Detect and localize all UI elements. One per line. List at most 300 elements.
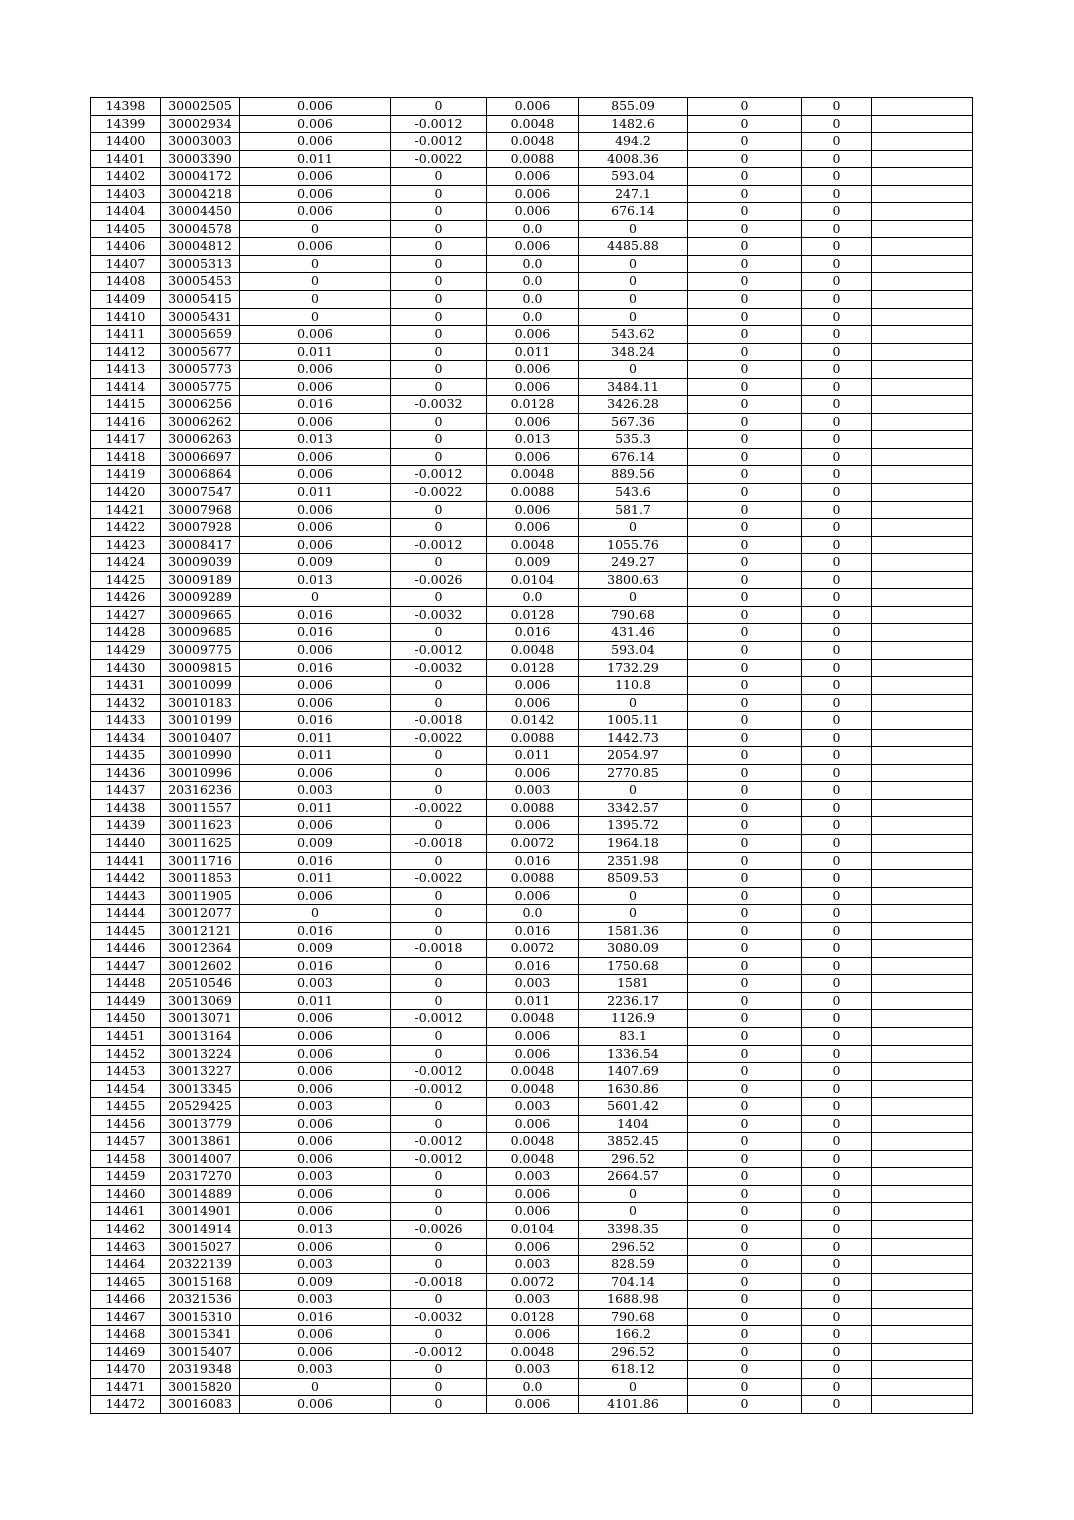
empty-cell <box>872 922 973 940</box>
row-number-cell: 14422 <box>91 519 161 537</box>
adjustment-cell: 0 <box>391 922 487 940</box>
row-number-cell: 14414 <box>91 378 161 396</box>
table-row <box>91 1045 973 1063</box>
table-row <box>91 764 973 782</box>
adjustment-cell: -0.0018 <box>391 940 487 958</box>
col-h-cell: 0 <box>802 396 872 414</box>
empty-cell <box>872 1185 973 1203</box>
col-g-cell: 0 <box>688 834 802 852</box>
table-row <box>91 782 973 800</box>
value-a-cell: 0 <box>240 905 391 923</box>
table-row <box>91 1343 973 1361</box>
value-b-cell: 0.0128 <box>487 396 579 414</box>
col-h-cell: 0 <box>802 466 872 484</box>
amount-cell: 1630.86 <box>579 1080 688 1098</box>
empty-cell <box>872 220 973 238</box>
id-cell: 30013861 <box>161 1133 240 1151</box>
col-g-cell: 0 <box>688 940 802 958</box>
id-cell: 20317270 <box>161 1168 240 1186</box>
value-a-cell: 0 <box>240 308 391 326</box>
col-g-cell: 0 <box>688 1291 802 1309</box>
row-number-cell: 14456 <box>91 1115 161 1133</box>
col-h-cell: 0 <box>802 220 872 238</box>
table-row <box>91 799 973 817</box>
col-h-cell: 0 <box>802 1273 872 1291</box>
value-b-cell: 0.003 <box>487 1361 579 1379</box>
id-cell: 30002934 <box>161 115 240 133</box>
value-a-cell: 0.006 <box>240 1133 391 1151</box>
table-row <box>91 571 973 589</box>
table-row <box>91 396 973 414</box>
amount-cell: 494.2 <box>579 133 688 151</box>
amount-cell: 1964.18 <box>579 834 688 852</box>
col-h-cell: 0 <box>802 852 872 870</box>
value-a-cell: 0.011 <box>240 870 391 888</box>
col-h-cell: 0 <box>802 571 872 589</box>
col-g-cell: 0 <box>688 1185 802 1203</box>
amount-cell: 790.68 <box>579 1308 688 1326</box>
id-cell: 30014901 <box>161 1203 240 1221</box>
adjustment-cell: 0 <box>391 220 487 238</box>
adjustment-cell: 0 <box>391 378 487 396</box>
row-number-cell: 14400 <box>91 133 161 151</box>
row-number-cell: 14407 <box>91 255 161 273</box>
adjustment-cell: -0.0032 <box>391 659 487 677</box>
row-number-cell: 14430 <box>91 659 161 677</box>
amount-cell: 166.2 <box>579 1326 688 1344</box>
value-a-cell: 0.016 <box>240 712 391 730</box>
adjustment-cell: 0 <box>391 448 487 466</box>
value-a-cell: 0.006 <box>240 1150 391 1168</box>
empty-cell <box>872 677 973 695</box>
adjustment-cell: -0.0022 <box>391 484 487 502</box>
empty-cell <box>872 1378 973 1396</box>
col-g-cell: 0 <box>688 1378 802 1396</box>
amount-cell: 581.7 <box>579 501 688 519</box>
col-h-cell: 0 <box>802 238 872 256</box>
value-b-cell: 0.006 <box>487 1238 579 1256</box>
col-g-cell: 0 <box>688 291 802 309</box>
row-number-cell: 14410 <box>91 308 161 326</box>
value-b-cell: 0.0 <box>487 273 579 291</box>
adjustment-cell: 0 <box>391 1326 487 1344</box>
amount-cell: 3852.45 <box>579 1133 688 1151</box>
adjustment-cell: 0 <box>391 168 487 186</box>
amount-cell: 348.24 <box>579 343 688 361</box>
value-b-cell: 0.011 <box>487 343 579 361</box>
col-g-cell: 0 <box>688 326 802 344</box>
row-number-cell: 14404 <box>91 203 161 221</box>
empty-cell <box>872 484 973 502</box>
col-g-cell: 0 <box>688 799 802 817</box>
amount-cell: 543.6 <box>579 484 688 502</box>
col-g-cell: 0 <box>688 308 802 326</box>
id-cell: 20321536 <box>161 1291 240 1309</box>
value-a-cell: 0.006 <box>240 1080 391 1098</box>
col-g-cell: 0 <box>688 1326 802 1344</box>
amount-cell: 0 <box>579 361 688 379</box>
col-g-cell: 0 <box>688 1308 802 1326</box>
row-number-cell: 14471 <box>91 1378 161 1396</box>
amount-cell: 1750.68 <box>579 957 688 975</box>
empty-cell <box>872 291 973 309</box>
value-a-cell: 0.006 <box>240 677 391 695</box>
amount-cell: 1395.72 <box>579 817 688 835</box>
col-g-cell: 0 <box>688 729 802 747</box>
col-h-cell: 0 <box>802 361 872 379</box>
empty-cell <box>872 554 973 572</box>
adjustment-cell: -0.0012 <box>391 1343 487 1361</box>
col-g-cell: 0 <box>688 255 802 273</box>
value-a-cell: 0 <box>240 220 391 238</box>
id-cell: 30013071 <box>161 1010 240 1028</box>
amount-cell: 4485.88 <box>579 238 688 256</box>
col-h-cell: 0 <box>802 1150 872 1168</box>
row-number-cell: 14406 <box>91 238 161 256</box>
value-b-cell: 0.0072 <box>487 1273 579 1291</box>
col-g-cell: 0 <box>688 1150 802 1168</box>
value-b-cell: 0.006 <box>487 519 579 537</box>
empty-cell <box>872 1027 973 1045</box>
row-number-cell: 14469 <box>91 1343 161 1361</box>
row-number-cell: 14464 <box>91 1256 161 1274</box>
row-number-cell: 14426 <box>91 589 161 607</box>
data-table <box>90 97 973 1414</box>
id-cell: 30014889 <box>161 1185 240 1203</box>
value-a-cell: 0 <box>240 1378 391 1396</box>
table-row <box>91 1378 973 1396</box>
value-b-cell: 0.006 <box>487 168 579 186</box>
adjustment-cell: 0 <box>391 694 487 712</box>
id-cell: 30010183 <box>161 694 240 712</box>
id-cell: 30009289 <box>161 589 240 607</box>
table-row <box>91 747 973 765</box>
value-a-cell: 0.006 <box>240 1343 391 1361</box>
empty-cell <box>872 1221 973 1239</box>
value-b-cell: 0.0048 <box>487 466 579 484</box>
col-h-cell: 0 <box>802 1378 872 1396</box>
table-row <box>91 308 973 326</box>
table-row <box>91 694 973 712</box>
id-cell: 30013227 <box>161 1063 240 1081</box>
col-h-cell: 0 <box>802 326 872 344</box>
col-h-cell: 0 <box>802 501 872 519</box>
amount-cell: 790.68 <box>579 606 688 624</box>
empty-cell <box>872 1256 973 1274</box>
amount-cell: 1482.6 <box>579 115 688 133</box>
col-h-cell: 0 <box>802 729 872 747</box>
value-a-cell: 0.003 <box>240 1098 391 1116</box>
table-row <box>91 712 973 730</box>
table-row <box>91 975 973 993</box>
id-cell: 30005431 <box>161 308 240 326</box>
value-b-cell: 0.006 <box>487 1326 579 1344</box>
value-a-cell: 0.006 <box>240 115 391 133</box>
value-a-cell: 0.009 <box>240 834 391 852</box>
amount-cell: 1688.98 <box>579 1291 688 1309</box>
table-row <box>91 1010 973 1028</box>
col-h-cell: 0 <box>802 431 872 449</box>
empty-cell <box>872 659 973 677</box>
value-b-cell: 0.003 <box>487 1256 579 1274</box>
value-a-cell: 0.011 <box>240 729 391 747</box>
amount-cell: 676.14 <box>579 448 688 466</box>
adjustment-cell: 0 <box>391 975 487 993</box>
empty-cell <box>872 799 973 817</box>
id-cell: 30012364 <box>161 940 240 958</box>
table-row <box>91 852 973 870</box>
value-a-cell: 0.006 <box>240 326 391 344</box>
row-number-cell: 14398 <box>91 98 161 116</box>
value-b-cell: 0.006 <box>487 413 579 431</box>
adjustment-cell: -0.0018 <box>391 712 487 730</box>
row-number-cell: 14433 <box>91 712 161 730</box>
adjustment-cell: 0 <box>391 1185 487 1203</box>
id-cell: 30015407 <box>161 1343 240 1361</box>
table-row <box>91 150 973 168</box>
adjustment-cell: 0 <box>391 589 487 607</box>
amount-cell: 3342.57 <box>579 799 688 817</box>
empty-cell <box>872 255 973 273</box>
table-row <box>91 922 973 940</box>
col-h-cell: 0 <box>802 764 872 782</box>
table-row <box>91 1291 973 1309</box>
amount-cell: 0 <box>579 255 688 273</box>
col-h-cell: 0 <box>802 992 872 1010</box>
col-g-cell: 0 <box>688 238 802 256</box>
table-row <box>91 133 973 151</box>
row-number-cell: 14472 <box>91 1396 161 1414</box>
col-g-cell: 0 <box>688 536 802 554</box>
table-row <box>91 501 973 519</box>
empty-cell <box>872 536 973 554</box>
value-b-cell: 0.006 <box>487 1185 579 1203</box>
amount-cell: 431.46 <box>579 624 688 642</box>
col-h-cell: 0 <box>802 1221 872 1239</box>
id-cell: 30006256 <box>161 396 240 414</box>
row-number-cell: 14401 <box>91 150 161 168</box>
empty-cell <box>872 712 973 730</box>
empty-cell <box>872 150 973 168</box>
col-g-cell: 0 <box>688 1238 802 1256</box>
row-number-cell: 14403 <box>91 185 161 203</box>
value-a-cell: 0.006 <box>240 501 391 519</box>
table-row <box>91 378 973 396</box>
empty-cell <box>872 589 973 607</box>
amount-cell: 0 <box>579 220 688 238</box>
table-row <box>91 1098 973 1116</box>
id-cell: 30013345 <box>161 1080 240 1098</box>
col-h-cell: 0 <box>802 185 872 203</box>
row-number-cell: 14448 <box>91 975 161 993</box>
row-number-cell: 14432 <box>91 694 161 712</box>
row-number-cell: 14470 <box>91 1361 161 1379</box>
row-number-cell: 14467 <box>91 1308 161 1326</box>
row-number-cell: 14451 <box>91 1027 161 1045</box>
table-row <box>91 606 973 624</box>
adjustment-cell: 0 <box>391 291 487 309</box>
empty-cell <box>872 519 973 537</box>
value-a-cell: 0 <box>240 255 391 273</box>
adjustment-cell: 0 <box>391 1168 487 1186</box>
adjustment-cell: -0.0012 <box>391 1010 487 1028</box>
col-g-cell: 0 <box>688 361 802 379</box>
value-b-cell: 0.006 <box>487 203 579 221</box>
value-a-cell: 0.006 <box>240 1045 391 1063</box>
empty-cell <box>872 431 973 449</box>
adjustment-cell: 0 <box>391 1027 487 1045</box>
amount-cell: 567.36 <box>579 413 688 431</box>
table-row <box>91 343 973 361</box>
adjustment-cell: -0.0012 <box>391 641 487 659</box>
value-b-cell: 0.0142 <box>487 712 579 730</box>
value-a-cell: 0.003 <box>240 1168 391 1186</box>
row-number-cell: 14461 <box>91 1203 161 1221</box>
amount-cell: 249.27 <box>579 554 688 572</box>
col-g-cell: 0 <box>688 905 802 923</box>
col-h-cell: 0 <box>802 133 872 151</box>
id-cell: 30004812 <box>161 238 240 256</box>
table-row <box>91 1027 973 1045</box>
id-cell: 30010099 <box>161 677 240 695</box>
col-g-cell: 0 <box>688 957 802 975</box>
adjustment-cell: 0 <box>391 1361 487 1379</box>
empty-cell <box>872 729 973 747</box>
empty-cell <box>872 396 973 414</box>
amount-cell: 296.52 <box>579 1343 688 1361</box>
table-row <box>91 361 973 379</box>
id-cell: 30006864 <box>161 466 240 484</box>
col-h-cell: 0 <box>802 1185 872 1203</box>
col-g-cell: 0 <box>688 764 802 782</box>
empty-cell <box>872 1308 973 1326</box>
table-row <box>91 1273 973 1291</box>
row-number-cell: 14415 <box>91 396 161 414</box>
row-number-cell: 14452 <box>91 1045 161 1063</box>
adjustment-cell: 0 <box>391 764 487 782</box>
id-cell: 30011905 <box>161 887 240 905</box>
col-h-cell: 0 <box>802 624 872 642</box>
empty-cell <box>872 1133 973 1151</box>
adjustment-cell: 0 <box>391 273 487 291</box>
value-b-cell: 0.006 <box>487 238 579 256</box>
empty-cell <box>872 1063 973 1081</box>
empty-cell <box>872 1238 973 1256</box>
adjustment-cell: 0 <box>391 1045 487 1063</box>
col-g-cell: 0 <box>688 1045 802 1063</box>
value-b-cell: 0.0088 <box>487 150 579 168</box>
adjustment-cell: -0.0022 <box>391 799 487 817</box>
id-cell: 30016083 <box>161 1396 240 1414</box>
table-row <box>91 168 973 186</box>
empty-cell <box>872 115 973 133</box>
value-a-cell: 0.006 <box>240 168 391 186</box>
id-cell: 30009189 <box>161 571 240 589</box>
table-row <box>91 870 973 888</box>
value-b-cell: 0.006 <box>487 764 579 782</box>
id-cell: 30005415 <box>161 291 240 309</box>
col-h-cell: 0 <box>802 168 872 186</box>
col-g-cell: 0 <box>688 1396 802 1414</box>
col-h-cell: 0 <box>802 747 872 765</box>
value-a-cell: 0 <box>240 273 391 291</box>
value-a-cell: 0.003 <box>240 1361 391 1379</box>
value-b-cell: 0.0 <box>487 291 579 309</box>
row-number-cell: 14457 <box>91 1133 161 1151</box>
row-number-cell: 14449 <box>91 992 161 1010</box>
id-cell: 30015820 <box>161 1378 240 1396</box>
value-a-cell: 0.011 <box>240 150 391 168</box>
adjustment-cell: -0.0012 <box>391 536 487 554</box>
value-b-cell: 0.003 <box>487 782 579 800</box>
amount-cell: 0 <box>579 905 688 923</box>
row-number-cell: 14419 <box>91 466 161 484</box>
col-g-cell: 0 <box>688 343 802 361</box>
table-row <box>91 536 973 554</box>
id-cell: 30007968 <box>161 501 240 519</box>
table-row <box>91 940 973 958</box>
row-number-cell: 14427 <box>91 606 161 624</box>
value-a-cell: 0.006 <box>240 1185 391 1203</box>
adjustment-cell: 0 <box>391 817 487 835</box>
adjustment-cell: 0 <box>391 308 487 326</box>
id-cell: 30015341 <box>161 1326 240 1344</box>
value-a-cell: 0.006 <box>240 1010 391 1028</box>
id-cell: 30015027 <box>161 1238 240 1256</box>
id-cell: 30003003 <box>161 133 240 151</box>
col-g-cell: 0 <box>688 1203 802 1221</box>
id-cell: 30012077 <box>161 905 240 923</box>
table-row <box>91 677 973 695</box>
col-g-cell: 0 <box>688 431 802 449</box>
value-a-cell: 0.006 <box>240 413 391 431</box>
id-cell: 30013779 <box>161 1115 240 1133</box>
amount-cell: 593.04 <box>579 641 688 659</box>
col-h-cell: 0 <box>802 255 872 273</box>
col-g-cell: 0 <box>688 1221 802 1239</box>
row-number-cell: 14458 <box>91 1150 161 1168</box>
row-number-cell: 14446 <box>91 940 161 958</box>
value-a-cell: 0.006 <box>240 378 391 396</box>
col-h-cell: 0 <box>802 870 872 888</box>
col-h-cell: 0 <box>802 677 872 695</box>
table-row <box>91 1361 973 1379</box>
value-a-cell: 0.006 <box>240 536 391 554</box>
amount-cell: 1336.54 <box>579 1045 688 1063</box>
row-number-cell: 14402 <box>91 168 161 186</box>
empty-cell <box>872 326 973 344</box>
table-row <box>91 203 973 221</box>
col-h-cell: 0 <box>802 817 872 835</box>
empty-cell <box>872 308 973 326</box>
col-h-cell: 0 <box>802 975 872 993</box>
col-h-cell: 0 <box>802 694 872 712</box>
value-b-cell: 0.016 <box>487 922 579 940</box>
col-g-cell: 0 <box>688 1063 802 1081</box>
empty-cell <box>872 466 973 484</box>
empty-cell <box>872 992 973 1010</box>
value-a-cell: 0.003 <box>240 1256 391 1274</box>
id-cell: 20322139 <box>161 1256 240 1274</box>
value-a-cell: 0.006 <box>240 466 391 484</box>
value-a-cell: 0.016 <box>240 624 391 642</box>
col-h-cell: 0 <box>802 413 872 431</box>
col-h-cell: 0 <box>802 1133 872 1151</box>
col-h-cell: 0 <box>802 834 872 852</box>
table-row <box>91 238 973 256</box>
id-cell: 30011557 <box>161 799 240 817</box>
value-a-cell: 0.013 <box>240 431 391 449</box>
